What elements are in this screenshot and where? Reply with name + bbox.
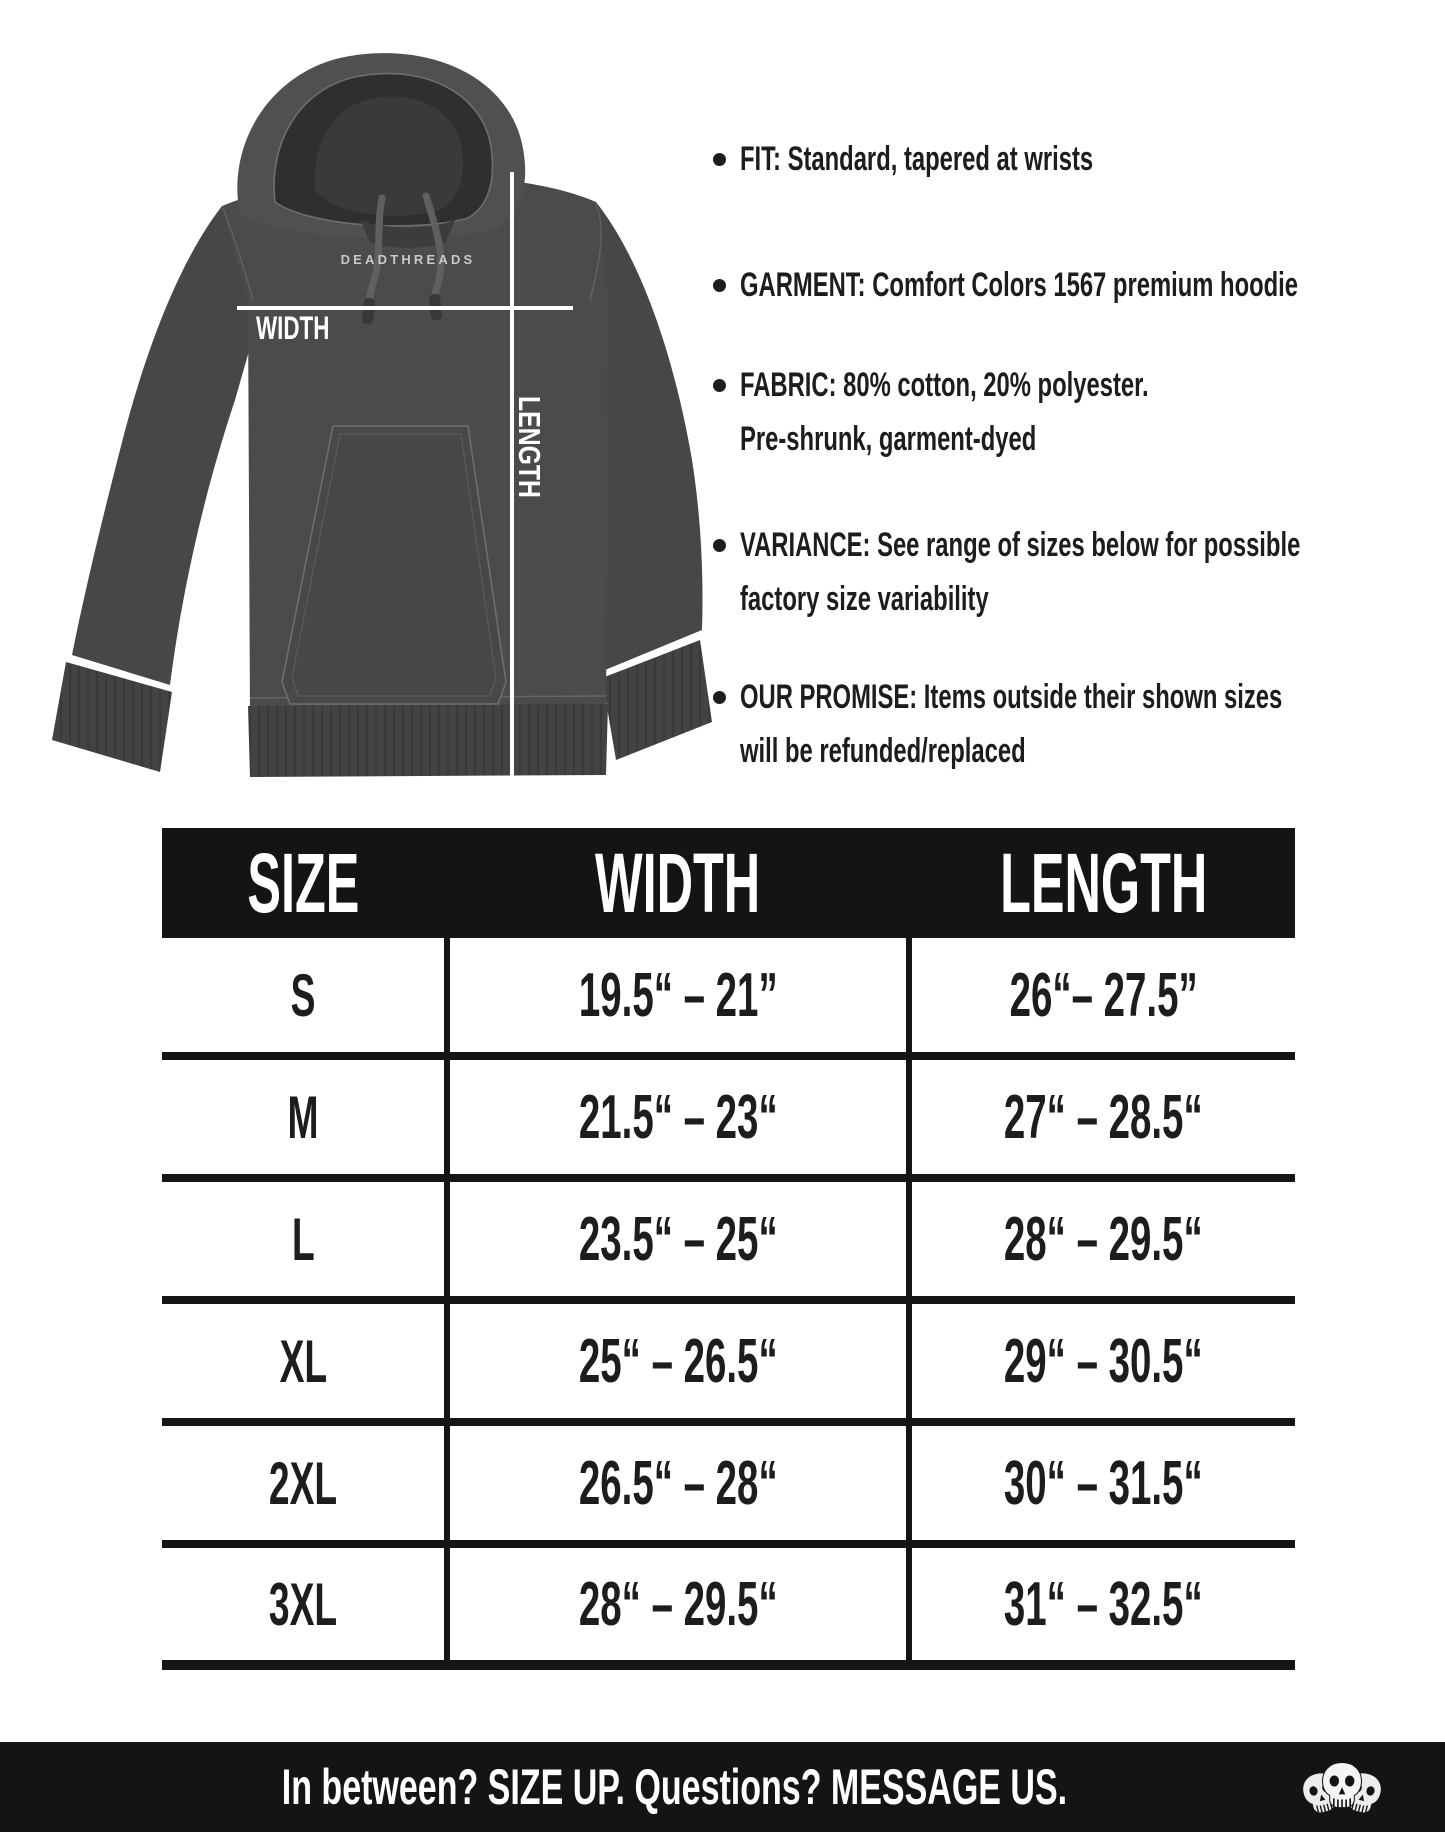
width-cell: 26.5“ – 28“ [444, 1426, 906, 1540]
width-measure-label: WIDTH [256, 310, 330, 346]
size-row-s [162, 938, 1295, 1060]
size-cell: S [290, 961, 316, 1029]
width-cell: 19.5“ – 21” [444, 938, 906, 1052]
spec-line: VARIANCE: See range of sizes below for possible [740, 526, 1301, 564]
spec-line: FIT: Standard, tapered at wrists [740, 140, 1094, 178]
width-cell: 25“ – 26.5“ [444, 1304, 906, 1418]
size-cell: M [287, 1083, 319, 1151]
header-width: WIDTH [595, 835, 761, 930]
spec-line: Pre-shrunk, garment-dyed [740, 420, 1037, 458]
three-skulls-icon [1301, 1749, 1383, 1825]
header-size: SIZE [246, 835, 360, 930]
spec-bullet-promise [713, 670, 1433, 778]
footer-banner [0, 1742, 1445, 1832]
spec-bullet-garment [713, 258, 1433, 312]
size-row-2xl [162, 1426, 1295, 1548]
length-cell: 28“ – 29.5“ [906, 1182, 1295, 1296]
size-row-l [162, 1182, 1295, 1304]
size-cell: 2XL [268, 1449, 338, 1517]
length-cell: 27“ – 28.5“ [906, 1060, 1295, 1174]
size-cell: L [291, 1205, 315, 1273]
hoodie-left-sleeve [52, 206, 262, 772]
spec-line: GARMENT: Comfort Colors 1567 premium hoodie [740, 266, 1299, 304]
spec-line: OUR PROMISE: Items outside their shown sizes [740, 678, 1283, 716]
footer-message: In between? SIZE UP. Questions? MESSAGE US. [281, 1759, 1068, 1815]
size-chart-table [162, 828, 1295, 1670]
length-cell: 29“ – 30.5“ [906, 1304, 1295, 1418]
size-cell: XL [279, 1327, 327, 1395]
spec-line: factory size variability [740, 580, 989, 618]
spec-line: will be refunded/replaced [740, 732, 1026, 770]
spec-bullet-variance [713, 518, 1433, 626]
header-length: LENGTH [999, 835, 1208, 930]
length-cell: 30“ – 31.5“ [906, 1426, 1295, 1540]
hoodie-photo [30, 30, 730, 810]
spec-bullet-fit [713, 132, 1433, 186]
length-cell: 26“– 27.5” [906, 938, 1295, 1052]
size-chart-header-row [162, 828, 1295, 938]
width-cell: 23.5“ – 25“ [444, 1182, 906, 1296]
size-cell: 3XL [268, 1570, 338, 1638]
width-cell: 28“ – 29.5“ [444, 1548, 906, 1660]
size-row-m [162, 1060, 1295, 1182]
product-spec-list [713, 132, 1433, 778]
size-row-xl [162, 1304, 1295, 1426]
length-measure-label: LENGTH [512, 396, 547, 498]
width-cell: 21.5“ – 23“ [444, 1060, 906, 1174]
size-row-3xl [162, 1548, 1295, 1670]
chest-brand-text: DEADTHREADS [340, 252, 476, 267]
length-cell: 31“ – 32.5“ [906, 1548, 1295, 1660]
spec-bullet-fabric [713, 358, 1433, 466]
spec-line: FABRIC: 80% cotton, 20% polyester. [740, 366, 1149, 404]
hoodie-illustration [30, 30, 730, 810]
